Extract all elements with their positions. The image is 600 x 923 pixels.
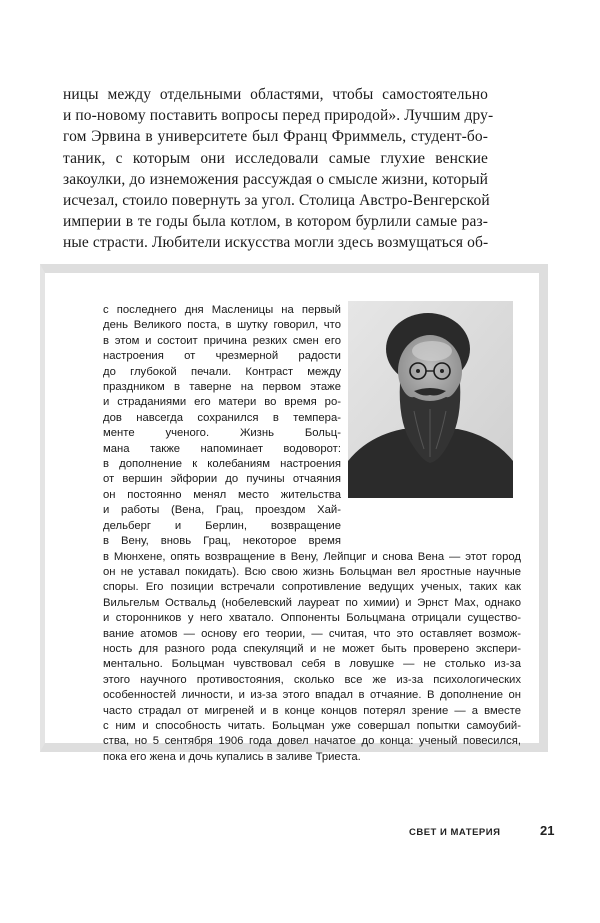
main-body-text (63, 84, 494, 254)
sidebar-line: дельберг и Берлин, возвращение (103, 519, 341, 532)
sidebar-line: в Вену, вновь Грац, некоторое время (103, 535, 341, 548)
sidebar-line: с последнего дня Масленицы на первый (103, 304, 341, 316)
sidebar-line: споры. Его позиции встречали сопротивление ведущих ученых, таких как (103, 581, 521, 594)
footer-section-title: СВЕТ И МАТЕРИЯ (409, 827, 501, 838)
sidebar-line: день Великого поста, в шутку говорил, что (103, 319, 341, 332)
sidebar-line: особенностей личности, и из-за этого впадал в отчаяние. В дополнение он (103, 689, 521, 702)
sidebar-line: в дополнение к колебаниям настроения (103, 458, 341, 471)
sidebar-line: мана также напоминает водоворот: (103, 442, 341, 455)
sidebar-line: ность для разного рода спекуляций и не может быть проверено экспери- (103, 642, 521, 655)
sidebar-line: в этом и состоит причина резких смен его (103, 334, 341, 347)
text-line: исчезал, стоило повернуть за угол. Столица Австро-Венгерской (63, 192, 490, 210)
sidebar-line: менте ученого. Жизнь Больц- (103, 427, 341, 440)
sidebar-line: и страданиями его матери во время ро- (103, 396, 341, 409)
text-line: закоулки, до изнеможения рассуждая о смысле жизни, который (63, 170, 488, 188)
sidebar-line: праздником в таверне на первом этаже (103, 381, 341, 394)
page-number: 21 (540, 823, 555, 838)
sidebar-text (103, 303, 521, 765)
sidebar-line: Вильгельм Оствальд (нобелевский лауреат по химии) и Эрнст Мах, однако (103, 596, 521, 609)
sidebar-line: настроения от чрезмерной радости (103, 350, 341, 363)
text-line: ницы между отдельными областями, чтобы самостоятельно (63, 86, 488, 103)
sidebar-line: часто страдал от мигреней и в конце концов потерял зрение — а вместе (103, 704, 521, 717)
sidebar-line: и работы (Вена, Грац, проездом Хай- (103, 504, 341, 517)
sidebar-line: он не уставал покидать). Всю свою жизнь Больцман вел яростные научные (103, 565, 521, 578)
sidebar-line: до глубокой печали. Контраст между (103, 365, 341, 378)
text-line: и по-новому поставить вопросы перед природой». Лучшим дру- (63, 107, 494, 125)
sidebar-line: ментально. Больцман чувствовал себя в ловушке — не столько из-за (103, 658, 521, 671)
text-line: империи в те годы была котлом, в котором бурлили самые раз- (63, 213, 488, 231)
sidebar-line: пока его жена и дочь купались в заливе Триеста. (103, 750, 361, 763)
sidebar-line: и сторонников у него хватало. Оппоненты Больцмана отрицали существо- (103, 612, 521, 625)
sidebar-line: он постоянно менял место жительства (103, 488, 341, 501)
sidebar-line: ства, но 5 сентября 1906 года довел начатое до конца: ученый повесился, (103, 735, 521, 748)
sidebar-line: от вершин эйфории до пучины отчаяния (103, 473, 341, 486)
sidebar-line: с ним и способность читать. Больцман уже совершал попытки самоубий- (103, 719, 521, 732)
sidebar-line: этого научного противостояния, сколько все же из-за психологических (103, 673, 521, 686)
sidebar-line: в Мюнхене, опять возвращение в Вену, Лейпциг и снова Вена — этот город (103, 550, 521, 563)
text-line: ные страсти. Любители искусства могли здесь возмущаться об- (63, 234, 489, 252)
sidebar-line: дов навсегда сохранился в темпера- (103, 411, 341, 424)
sidebar-line: вание атомов — основу его теории, — считая, что это оставляет возмож- (103, 627, 521, 640)
text-line: гом Эрвина в университете был Франц Фриммель, студент-бо- (63, 128, 488, 146)
text-line: таник, с которым они исследовали самые глухие венские (63, 149, 488, 167)
